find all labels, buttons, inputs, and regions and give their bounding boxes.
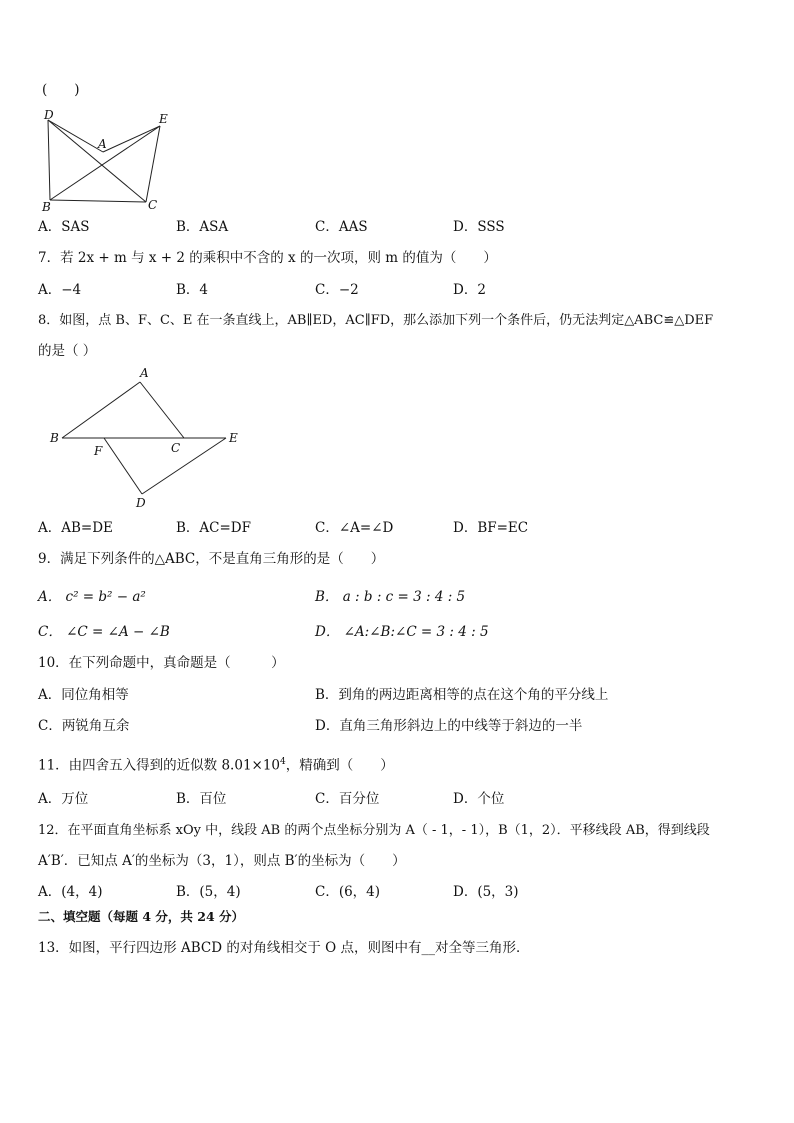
q8-option-c: C．∠A=∠D <box>315 520 394 536</box>
q8-segment-ba <box>62 382 140 438</box>
q8-stem-line1: 8．如图，点 B、F、C、E 在一条直线上，AB∥ED，AC∥FD，那么添加下列一个条件后，仍无法判定△ABC≌△DEF <box>38 313 714 328</box>
q10-option-d: D．直角三角形斜边上的中线等于斜边的一半 <box>315 718 583 734</box>
q11-stem-exponent: 4 <box>280 757 286 767</box>
q8-segment-de <box>142 438 226 494</box>
q12-option-b: B．(5，4) <box>176 884 241 900</box>
q6-option-b: B．ASA <box>176 219 229 235</box>
q9-option-c: C． ∠C = ∠A − ∠B <box>38 624 170 640</box>
q11-option-b: B．百位 <box>176 791 227 807</box>
q7-option-d: D．2 <box>453 282 486 298</box>
q10-option-a: A．同位角相等 <box>38 687 129 703</box>
q6-option-d: D．SSS <box>453 219 505 235</box>
q6-label-a: A <box>98 137 107 151</box>
q6-label-d: D <box>44 108 54 122</box>
q11-option-c: C．百分位 <box>315 791 380 807</box>
q7-stem: 7．若 2x + m 与 x + 2 的乘积中不含的 x 的一次项，则 m 的值为（ ） <box>38 250 497 266</box>
q8-label-d: D <box>136 496 146 510</box>
q11-stem-pre: 11．由四舍五入得到的近似数 8.01×10 <box>38 757 281 774</box>
q8-label-f: F <box>94 444 103 458</box>
q6-option-a: A．SAS <box>38 219 90 235</box>
q6-label-e: E <box>159 112 168 126</box>
q8-label-b: B <box>50 431 59 445</box>
q6-segment-db <box>48 120 50 200</box>
q12-option-c: C．(6，4) <box>315 884 381 900</box>
q7-option-b: B．4 <box>176 282 209 298</box>
q11-option-d: D．个位 <box>453 791 505 807</box>
q8-label-a: A <box>140 366 149 380</box>
q6-option-c: C．AAS <box>315 219 368 235</box>
q6-answer-bracket: ( ) <box>42 82 80 98</box>
q6-segment-dc <box>48 120 146 202</box>
q9-stem: 9．满足下列条件的△ABC，不是直角三角形的是（ ） <box>38 551 385 567</box>
q6-figure <box>38 108 168 212</box>
q8-segment-fd <box>104 438 142 494</box>
q8-option-b: B．AC=DF <box>176 520 252 536</box>
q8-label-e: E <box>229 431 238 445</box>
q12-stem-line1: 12．在平面直角坐标系 xOy 中，线段 AB 的两个点坐标分别为 A（ - 1，- 1），B（1，2）．平移线段 AB，得到线段 <box>38 823 710 838</box>
q8-option-d: D．BF=EC <box>453 520 529 536</box>
q8-stem-line2: 的是（ ） <box>38 343 97 359</box>
q8-segment-ac <box>140 382 184 438</box>
q10-stem: 10．在下列命题中，真命题是（ ） <box>38 655 285 671</box>
q7-option-a: A．−4 <box>38 282 82 298</box>
q6-label-c: C <box>148 198 158 212</box>
q9-option-b: B． a : b : c = 3 : 4 : 5 <box>315 589 466 605</box>
q6-segment-bc <box>50 200 146 202</box>
q6-label-b: B <box>42 200 51 212</box>
q9-option-a: A． c² = b² − a² <box>38 589 146 605</box>
q11-stem <box>38 753 394 775</box>
q8-option-a: A．AB=DE <box>38 520 113 536</box>
q11-option-a: A．万位 <box>38 791 89 807</box>
q7-option-c: C．−2 <box>315 282 359 298</box>
q10-option-b: B．到角的两边距离相等的点在这个角的平分线上 <box>315 687 609 703</box>
q6-segment-da <box>48 120 103 152</box>
section-heading-fill-in: 二、填空题（每题 4 分，共 24 分） <box>38 909 245 924</box>
q6-segment-ae <box>103 126 160 152</box>
q8-figure <box>44 364 254 512</box>
q12-option-a: A．(4，4) <box>38 884 103 900</box>
q12-stem-line2: A′B′．已知点 A′的坐标为（3，1），则点 B′的坐标为（ ） <box>38 853 406 869</box>
q11-stem-post: ，精确到（ ） <box>285 757 394 774</box>
q13-stem: 13．如图，平行四边形 ABCD 的对角线相交于 O 点，则图中有__对全等三角形． <box>38 940 530 956</box>
q10-option-c: C．两锐角互余 <box>38 718 130 734</box>
q8-label-c: C <box>171 441 181 455</box>
q6-segment-ce <box>146 126 160 202</box>
q9-option-d: D． ∠A:∠B:∠C = 3 : 4 : 5 <box>315 624 489 640</box>
q12-option-d: D．(5，3) <box>453 884 519 900</box>
